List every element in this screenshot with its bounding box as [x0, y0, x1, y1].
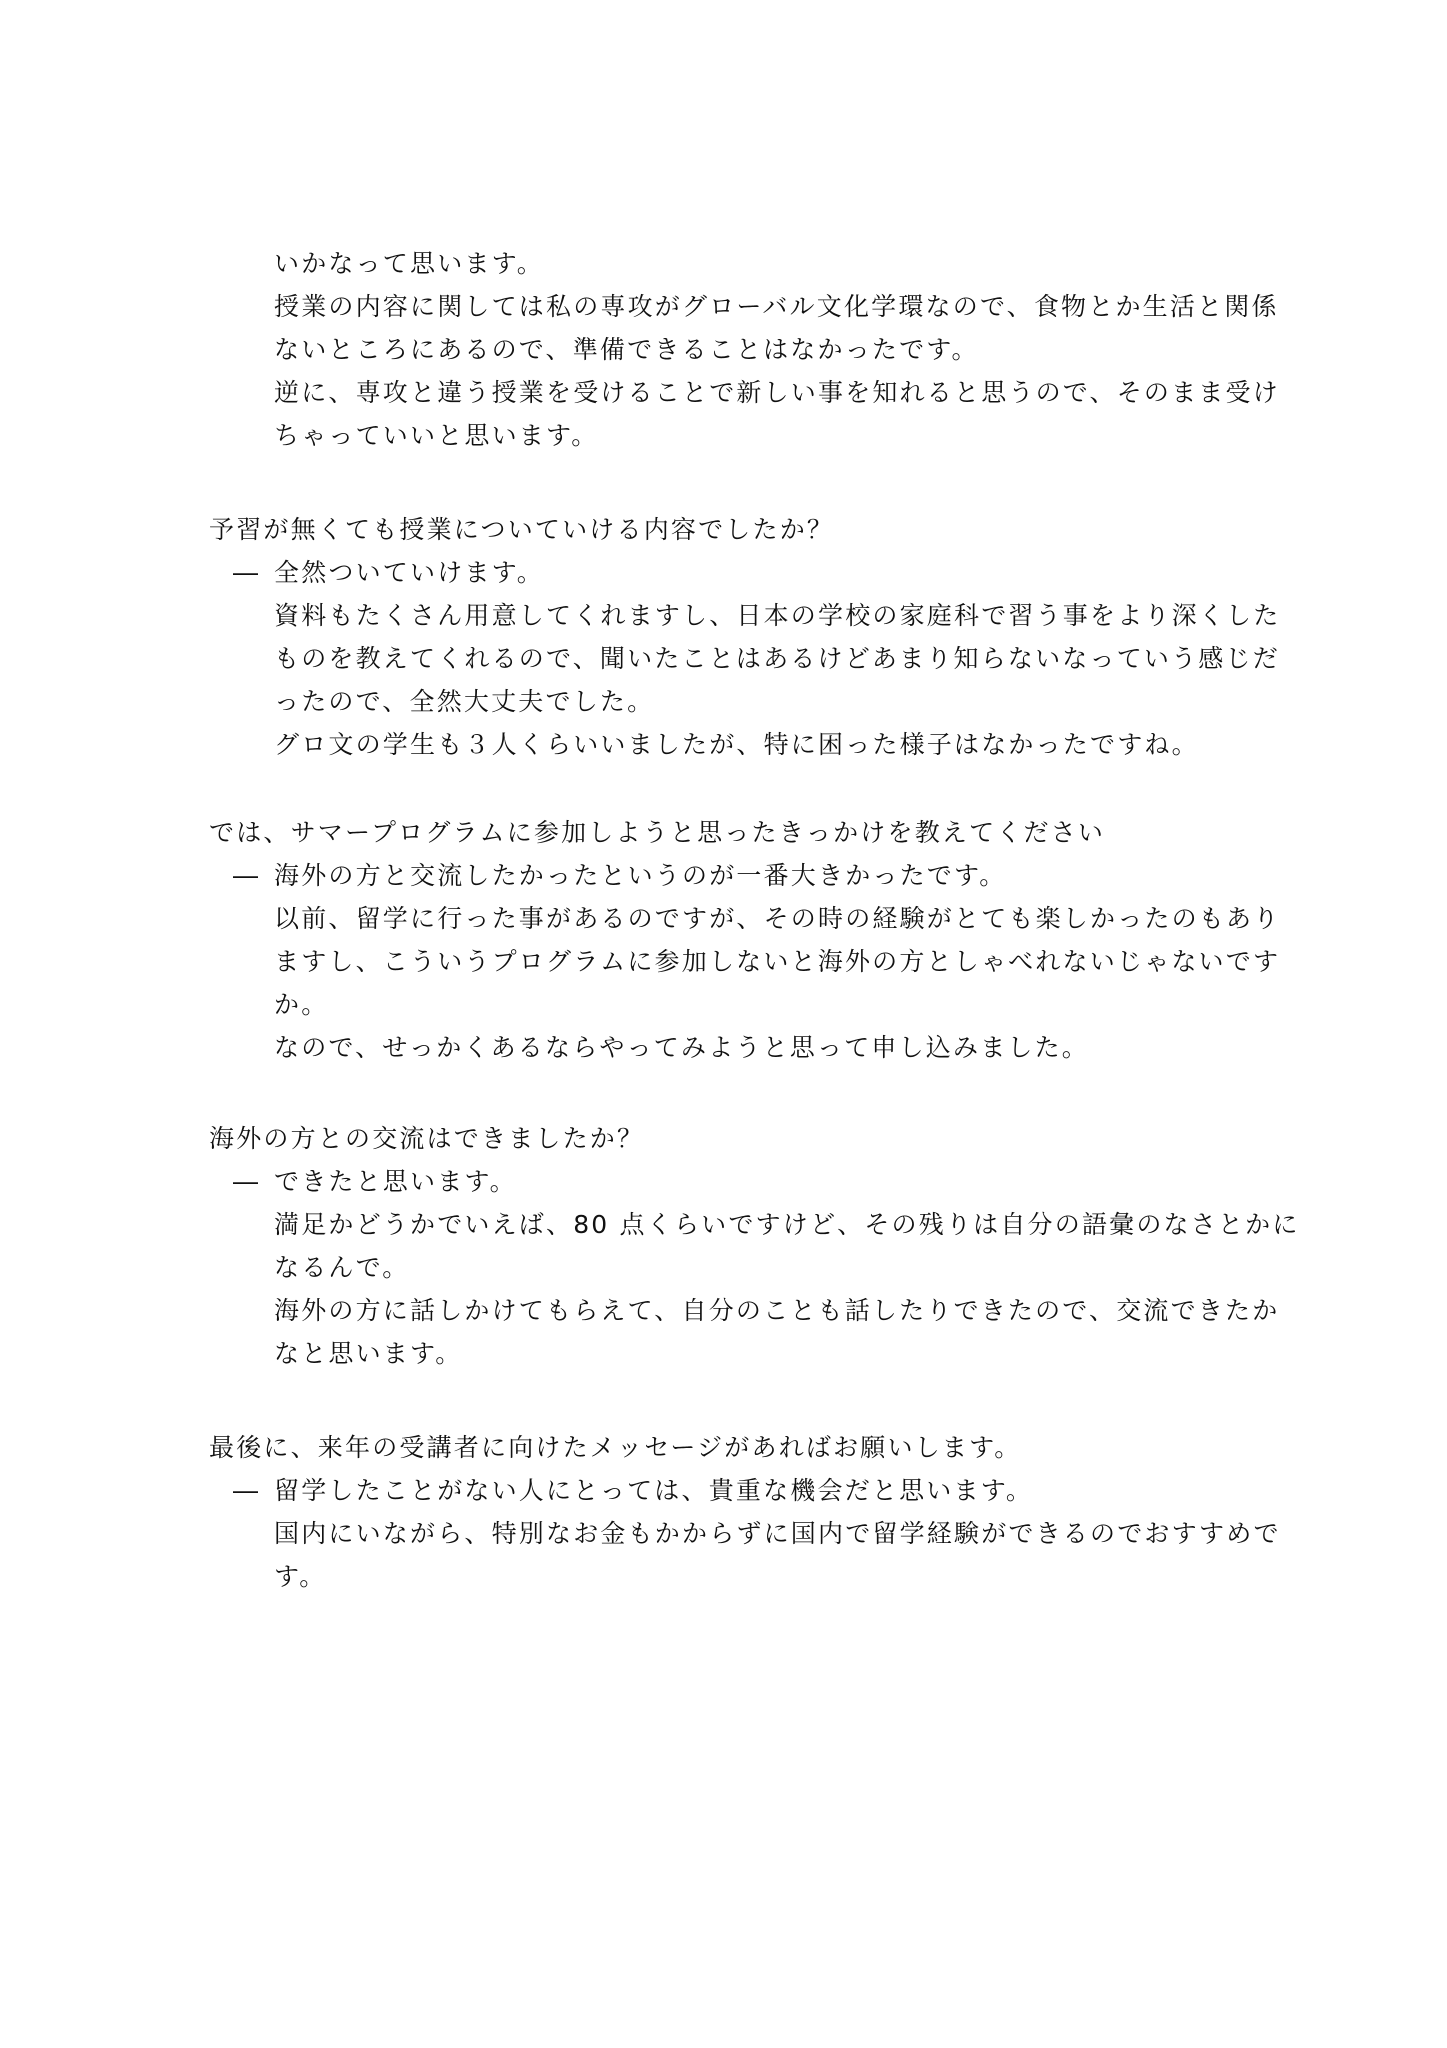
answer-line: なので、せっかくあるならやってみようと思って申し込みました。	[274, 1033, 1090, 1062]
answer-line: ったので、全然大丈夫でした。	[274, 687, 655, 716]
answer-line: 海外の方に話しかけてもらえて、自分のことも話したりできたので、交流できたか	[274, 1296, 1280, 1325]
answer-line: 海外の方と交流したかったというのが一番大きかったです。	[274, 861, 1007, 890]
answer-dash: ―	[233, 1476, 258, 1505]
answer-line: 全然ついていけます。	[274, 558, 545, 587]
answer-line: 満足かどうかでいえば、80 点くらいですけど、その残りは自分の語彙のなさとかに	[274, 1210, 1300, 1239]
answer-line: 以前、留学に行った事があるのですが、その時の経験がとても楽しかったのもあり	[274, 904, 1281, 933]
question-heading: では、サマープログラムに参加しようと思ったきっかけを教えてください	[209, 818, 1106, 847]
answer-line: なるんで。	[274, 1253, 410, 1282]
answer-line: ないところにあるので、準備できることはなかったです。	[274, 335, 979, 364]
answer-line: いかなって思います。	[274, 249, 545, 278]
answer-line: できたと思います。	[274, 1167, 517, 1196]
answer-dash: ―	[233, 1167, 258, 1196]
answer-line: 資料もたくさん用意してくれますし、日本の学校の家庭科で習う事をより深くした	[274, 601, 1281, 630]
answer-line: す。	[274, 1562, 327, 1591]
answer-line: グロ文の学生も３人くらいいましたが、特に困った様子はなかったですね。	[274, 730, 1199, 759]
answer-line: ますし、こういうプログラムに参加しないと海外の方としゃべれないじゃないです	[274, 947, 1281, 976]
answer-line: ちゃっていいと思います。	[274, 421, 599, 450]
answer-line: 逆に、専攻と違う授業を受けることで新しい事を知れると思うので、そのまま受け	[274, 378, 1280, 407]
answer-dash: ―	[233, 861, 258, 890]
answer-line: 授業の内容に関しては私の専攻がグローバル文化学環なので、食物とか生活と関係	[274, 292, 1279, 321]
answer-dash: ―	[233, 558, 258, 587]
answer-line: 留学したことがない人にとっては、貴重な機会だと思います。	[274, 1476, 1034, 1505]
question-heading: 海外の方との交流はできましたか？	[209, 1124, 645, 1153]
answer-line: か。	[274, 990, 329, 1019]
question-heading: 予習が無くても授業についていける内容でしたか？	[209, 515, 835, 544]
answer-line: 国内にいながら、特別なお金もかからずに国内で留学経験ができるのでおすすめで	[274, 1519, 1281, 1548]
question-heading: 最後に、来年の受講者に向けたメッセージがあればお願いします。	[209, 1433, 1022, 1462]
answer-line: ものを教えてくれるので、聞いたことはあるけどあまり知らないなっていう感じだ	[274, 644, 1280, 673]
answer-line: なと思います。	[274, 1339, 463, 1368]
